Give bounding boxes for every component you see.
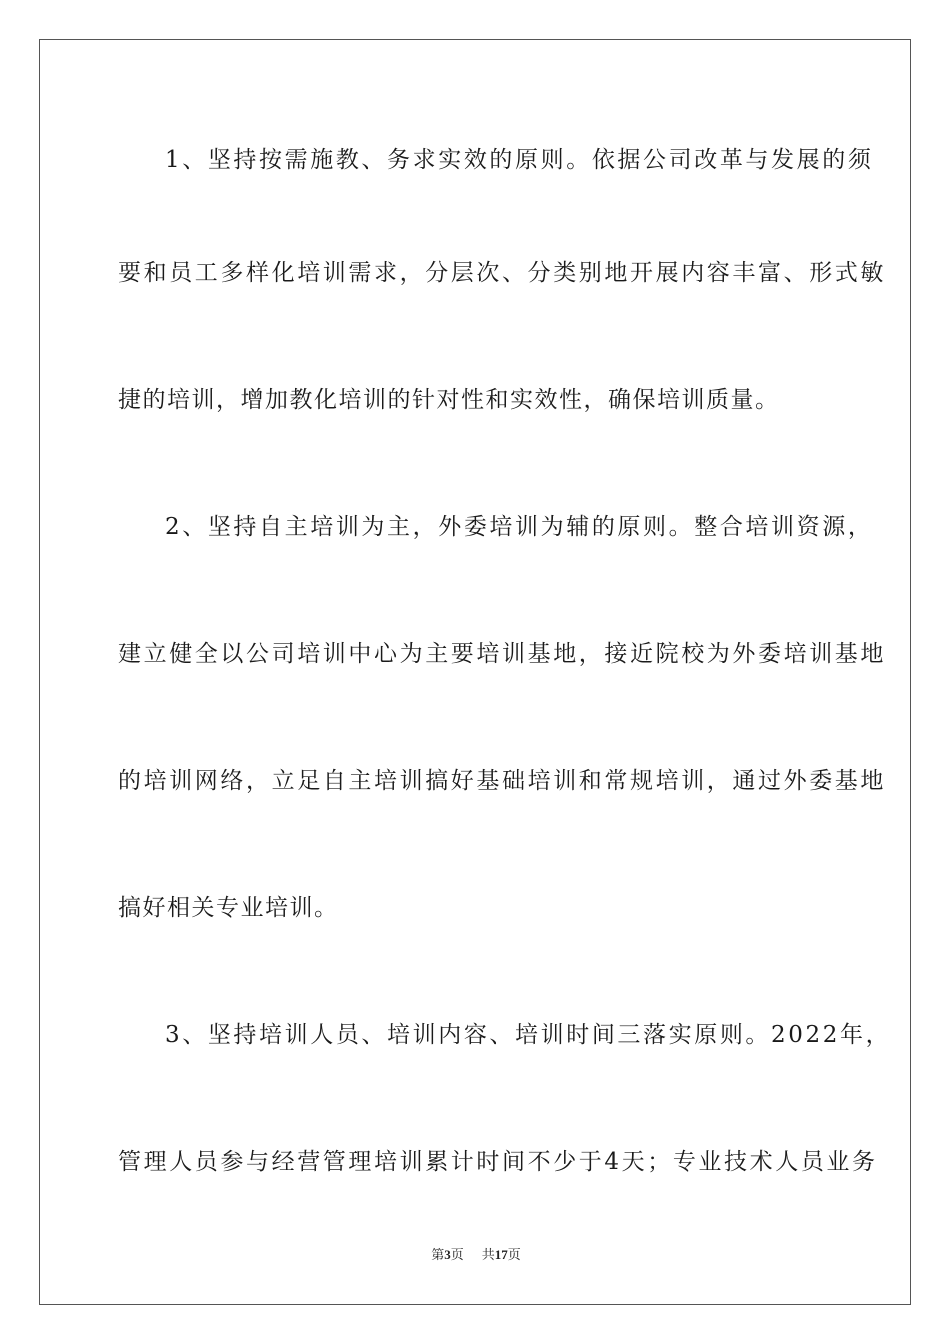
page-footer — [40, 1247, 912, 1264]
page-number: 3 — [444, 1247, 451, 1262]
paragraph-1-line-1: 1、坚持按需施教、务求实效的原则。依据公司改革与发展的须 — [165, 147, 874, 173]
paragraph-3-line-2: 管理人员参与经营管理培训累计时间不少于4天；专业技术人员业务 — [118, 1149, 878, 1175]
paragraph-2-line-2: 建立健全以公司培训中心为主要培训基地，接近院校为外委培训基地 — [118, 641, 886, 667]
paragraph-1-line-2: 要和员工多样化培训需求，分层次、分类别地开展内容丰富、形式敏 — [118, 260, 886, 286]
page-unit: 页 — [450, 1248, 464, 1263]
total-unit: 页 — [507, 1248, 521, 1263]
page-frame — [39, 39, 911, 1305]
page-prefix: 第 — [431, 1248, 445, 1263]
paragraph-1-line-3: 捷的培训，增加教化培训的针对性和实效性，确保培训质量。 — [118, 387, 780, 413]
paragraph-3-line-1: 3、坚持培训人员、培训内容、培训时间三落实原则。2022年， — [165, 1022, 892, 1048]
total-prefix: 共 — [481, 1248, 495, 1263]
total-pages: 17 — [494, 1247, 508, 1262]
paragraph-2-line-1: 2、坚持自主培训为主，外委培训为辅的原则。整合培训资源， — [165, 514, 874, 540]
paragraph-2-line-3: 的培训网络，立足自主培训搞好基础培训和常规培训，通过外委基地 — [118, 768, 886, 794]
paragraph-2-line-4: 搞好相关专业培训。 — [118, 895, 339, 921]
